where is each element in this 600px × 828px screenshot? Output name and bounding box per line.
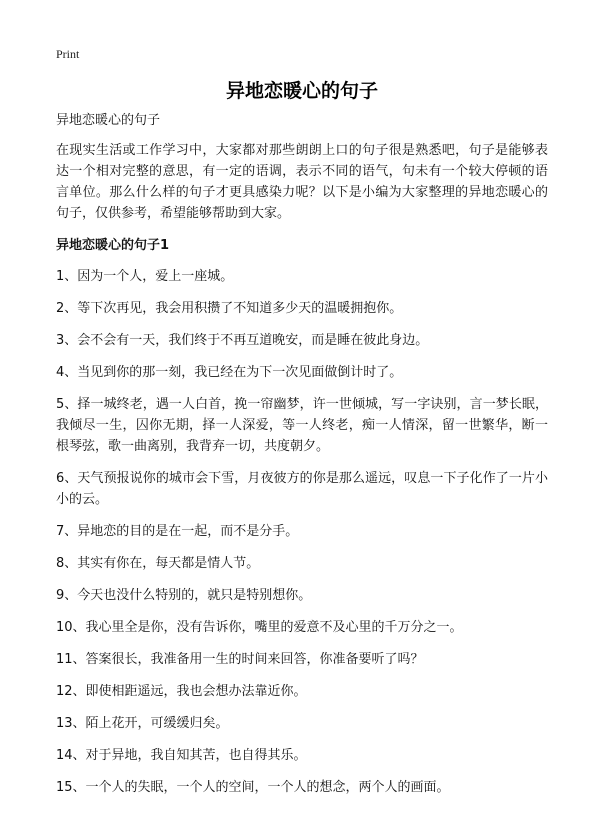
list-item: 14、对于异地，我自知其苦，也自得其乐。 bbox=[56, 748, 307, 763]
list-item: 10、我心里全是你，没有告诉你，嘴里的爱意不及心里的千万分之一。 bbox=[56, 620, 463, 635]
intro-paragraph: 在现实生活或工作学习中，大家都对那些朗朗上口的句子很是熟悉吧，句子是能够表达一个相对完整的意思，有一定的语调，表示不同的语气，句未有一个较大停顿的语言单位。那么什么样的句子才更具感染力呢？以下是小编为大家整理的异地恋暖心的句子，仅供参考，希望能够帮助到大家。 bbox=[56, 143, 548, 221]
list-item: 12、即使相距遥远，我也会想办法靠近你。 bbox=[56, 684, 307, 699]
list-item: 1、因为一个人，爱上一座城。 bbox=[56, 269, 234, 284]
list-item: 7、异地恋的目的是在一起，而不是分手。 bbox=[56, 524, 299, 539]
list-item: 9、今天也没什么特别的，就只是特别想你。 bbox=[56, 588, 312, 603]
list-item: 5、择一城终老，遇一人白首，挽一帘幽梦，许一世倾城，写一字诀别，言一梦长眠，我倾尽一生，囚你无期，择一人深爱，等一人终老，痴一人情深，留一世繁华，断一根琴弦，歌一曲离别，我背弃一切，共度朝夕。 bbox=[56, 397, 548, 454]
list-item: 8、其实有你在，每天都是情人节。 bbox=[56, 556, 260, 571]
list-item: 3、会不会有一天，我们终于不再互道晚安，而是睡在彼此身边。 bbox=[56, 333, 429, 348]
list-item: 6、天气预报说你的城市会下雪，月夜彼方的你是那么遥远，叹息一下子化作了一片小小的云。 bbox=[56, 471, 548, 507]
list-item: 15、一个人的失眠，一个人的空间，一个人的想念，两个人的画面。 bbox=[56, 780, 450, 795]
sentence-list bbox=[56, 266, 548, 798]
print-label: Print bbox=[56, 47, 80, 61]
list-item: 11、答案很长，我准备用一生的时间来回答，你准备要听了吗？ bbox=[56, 652, 424, 667]
list-item: 13、陌上花开，可缓缓归矣。 bbox=[56, 716, 229, 731]
list-item: 2、等下次再见，我会用积攒了不知道多少天的温暖拥抱你。 bbox=[56, 301, 403, 316]
subtitle: 异地恋暖心的句子 bbox=[56, 113, 161, 128]
section-heading: 异地恋暖心的句子1 bbox=[56, 238, 170, 253]
page-title: 异地恋暖心的句子 bbox=[225, 80, 378, 102]
list-item: 4、当见到你的那一刻，我已经在为下一次见面做倒计时了。 bbox=[56, 365, 403, 380]
